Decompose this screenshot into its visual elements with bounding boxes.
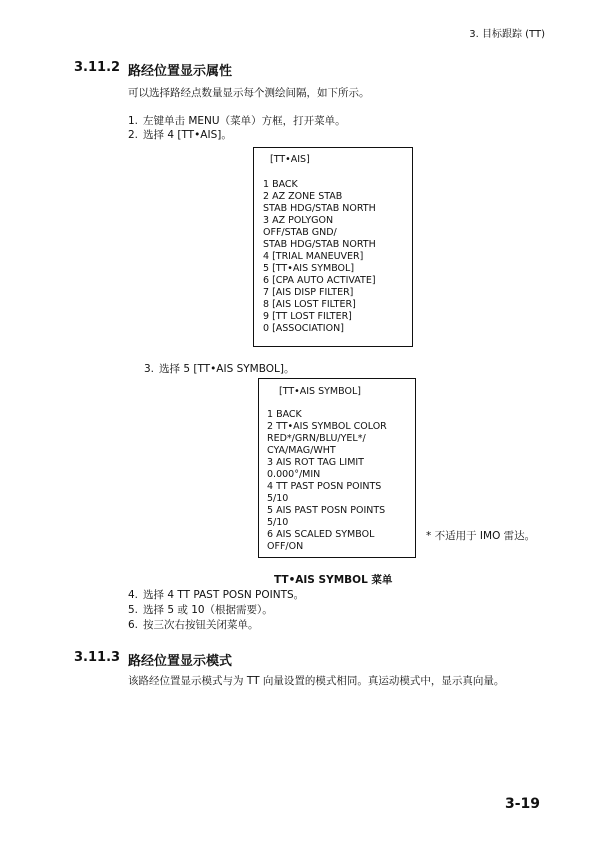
step-6 xyxy=(128,617,259,632)
menu-title: [TT•AIS] xyxy=(270,154,310,165)
step-1 xyxy=(128,113,346,128)
page-number: 3-19 xyxy=(504,796,540,812)
menu-item: 6 AIS SCALED SYMBOL xyxy=(267,529,375,540)
menu-item: 2 AZ ZONE STAB xyxy=(263,191,343,202)
menu-item: 5 [TT•AIS SYMBOL] xyxy=(263,263,355,274)
menu-footnote: * 不适用于 IMO 雷达。 xyxy=(426,530,536,542)
menu-caption: TT•AIS SYMBOL 菜单 xyxy=(274,574,393,586)
menu-item: 5/10 xyxy=(267,493,289,504)
step-text: 左键单击 MENU（菜单）方框，打开菜单。 xyxy=(143,115,346,127)
menu-item: OFF/ON xyxy=(267,541,304,552)
section-title: 路经位置显示模式 xyxy=(128,654,233,669)
menu-title: [TT•AIS SYMBOL] xyxy=(279,386,361,397)
step-text: 选择 4 TT PAST POSN POINTS。 xyxy=(143,589,305,601)
menu-item: STAB HDG/STAB NORTH xyxy=(263,239,376,250)
menu-item: 3 AZ POLYGON xyxy=(263,215,334,226)
step-2 xyxy=(128,127,232,142)
step-text: 选择 4 [TT•AIS]。 xyxy=(143,129,232,141)
step-text: 按三次右按钮关闭菜单。 xyxy=(143,619,259,631)
menu-item: STAB HDG/STAB NORTH xyxy=(263,203,376,214)
section-number: 3.11.2 xyxy=(74,60,121,75)
tt-ais-menu-box xyxy=(253,147,413,347)
menu-item: 8 [AIS LOST FILTER] xyxy=(263,299,356,310)
step-text: 选择 5 或 10（根据需要）。 xyxy=(143,604,273,616)
step-number: 1. xyxy=(128,115,139,127)
step-number: 5. xyxy=(128,604,139,616)
menu-item: 9 [TT LOST FILTER] xyxy=(263,311,352,322)
menu-item: 6 [CPA AUTO ACTIVATE] xyxy=(263,275,376,286)
step-5 xyxy=(128,602,273,617)
step-3 xyxy=(144,361,294,376)
menu-item: RED*/GRN/BLU/YEL*/ xyxy=(267,433,366,444)
step-number: 3. xyxy=(144,363,155,375)
menu-item: 1 BACK xyxy=(263,179,298,190)
menu-item: 4 [TRIAL MANEUVER] xyxy=(263,251,364,262)
menu-item: CYA/MAG/WHT xyxy=(267,445,336,456)
menu-item: OFF/STAB GND/ xyxy=(263,227,337,238)
menu-item: 7 [AIS DISP FILTER] xyxy=(263,287,354,298)
menu-item: 0.000°/MIN xyxy=(267,469,321,480)
tt-ais-symbol-menu-box xyxy=(258,378,416,558)
menu-item: 4 TT PAST POSN POINTS xyxy=(267,481,382,492)
section-intro: 可以选择路经点数量显示每个测绘间隔，如下所示。 xyxy=(128,87,370,99)
section-intro: 该路经位置显示模式与为 TT 向量设置的模式相同。真运动模式中，显示真向量。 xyxy=(128,675,505,687)
step-number: 6. xyxy=(128,619,139,631)
menu-item: 3 AIS ROT TAG LIMIT xyxy=(267,457,364,468)
menu-item: 0 [ASSOCIATION] xyxy=(263,323,344,334)
menu-item: 5/10 xyxy=(267,517,289,528)
menu-item: 1 BACK xyxy=(267,409,302,420)
step-number: 4. xyxy=(128,589,139,601)
step-4 xyxy=(128,587,304,602)
section-number: 3.11.3 xyxy=(74,650,121,665)
menu-item: 2 TT•AIS SYMBOL COLOR xyxy=(267,421,387,432)
running-header: 3. 目标跟踪 (TT) xyxy=(469,29,545,40)
section-title: 路经位置显示属性 xyxy=(128,64,233,79)
step-text: 选择 5 [TT•AIS SYMBOL]。 xyxy=(159,363,295,375)
menu-item: 5 AIS PAST POSN POINTS xyxy=(267,505,386,516)
step-number: 2. xyxy=(128,129,139,141)
